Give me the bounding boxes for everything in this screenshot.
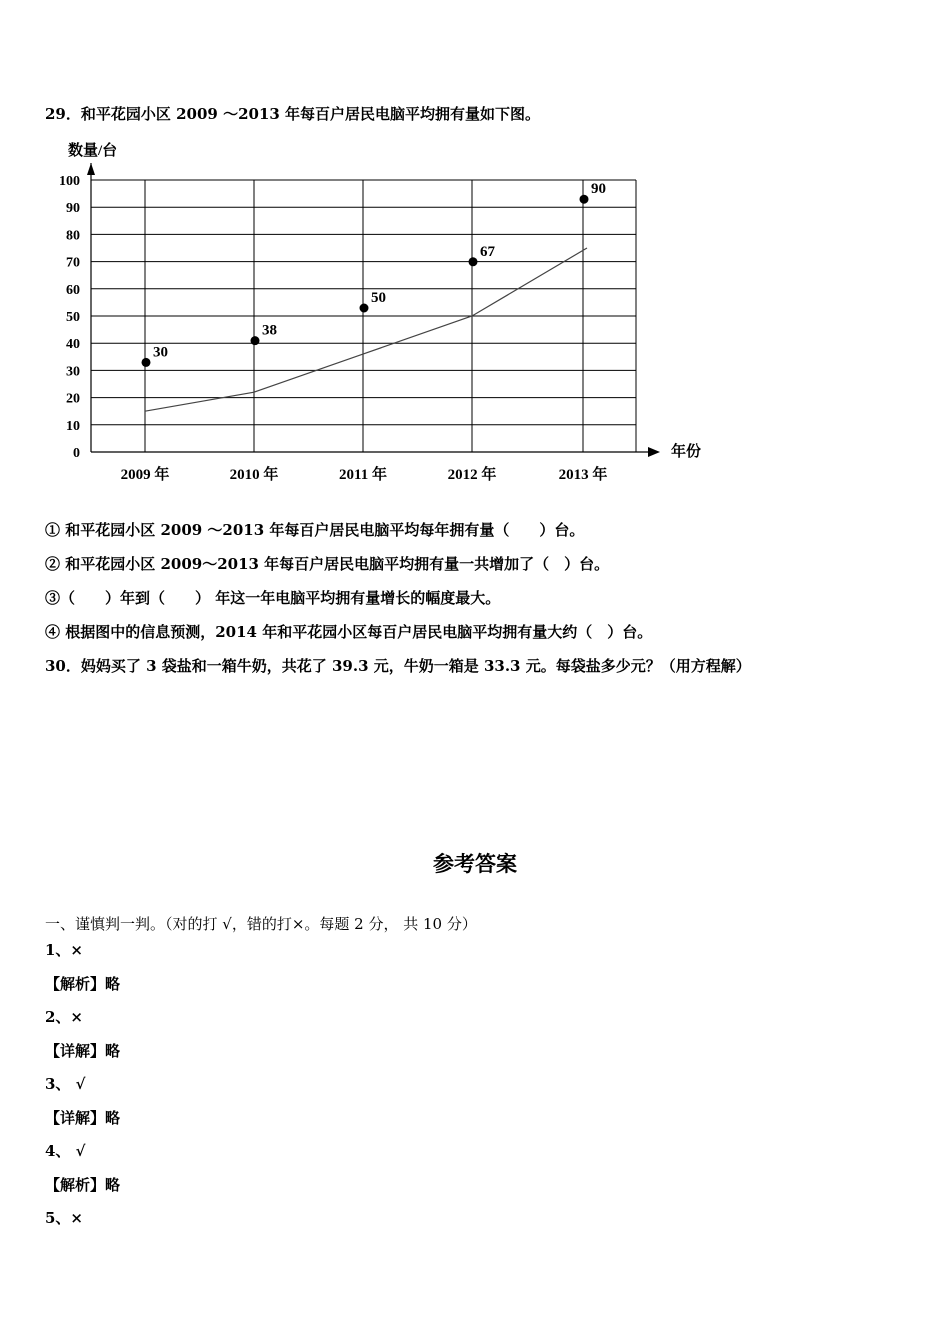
answer-3-num: 3、 √ xyxy=(45,1075,86,1093)
y-tick-label: 60 xyxy=(66,282,80,298)
y-tick-label: 100 xyxy=(59,174,80,189)
answer-3-label: 【详解】略 xyxy=(45,1109,121,1127)
answer-4-num: 4、 √ xyxy=(45,1142,86,1160)
data-point xyxy=(251,336,260,345)
y-tick-label: 20 xyxy=(66,391,80,407)
y-tick-label: 0 xyxy=(73,446,80,461)
x-tick-label: 2010 年 xyxy=(229,467,279,483)
q29-sub2: ② 和平花园小区 2009～2013 年每百户居民电脑平均拥有量一共增加了（ ）台。 xyxy=(45,555,610,573)
q29-sub3: ③（ ）年到（ ） 年这一年电脑平均拥有量增长的幅度最大。 xyxy=(45,589,501,607)
y-tick-label: 30 xyxy=(66,364,80,380)
q30-text: 30．妈妈买了 3 袋盐和一箱牛奶，共花了 39.3 元，牛奶一箱是 33.3 元。每袋盐多少元？（用方程解） xyxy=(45,657,751,675)
data-label: 50 xyxy=(371,290,386,306)
answer-1-label: 【解析】略 xyxy=(45,975,121,993)
data-label: 90 xyxy=(591,181,606,198)
x-axis-arrow xyxy=(648,447,660,457)
answer-1-num: 1、× xyxy=(45,941,84,959)
data-label: 38 xyxy=(262,322,277,339)
answer-2-label: 【详解】略 xyxy=(45,1042,121,1060)
q29-sub4: ④ 根据图中的信息预测，2014 年和平花园小区每百户居民电脑平均拥有量大约（ ）台。 xyxy=(45,623,653,641)
y-tick-labels xyxy=(59,174,80,461)
data-label: 30 xyxy=(153,344,168,361)
x-axis-title: 年份 xyxy=(671,444,702,460)
chart-grid xyxy=(91,180,636,452)
answer-2-num: 2、× xyxy=(45,1008,84,1026)
x-tick-label: 2009 年 xyxy=(120,467,170,483)
x-tick-labels xyxy=(121,465,608,483)
answer-4-label: 【解析】略 xyxy=(45,1176,121,1194)
data-label: 67 xyxy=(480,243,495,260)
x-tick-label: 2012 年 xyxy=(447,467,497,483)
y-tick-label: 70 xyxy=(66,255,80,271)
y-axis-arrow xyxy=(87,163,95,175)
y-tick-label: 10 xyxy=(66,418,80,434)
data-point xyxy=(580,195,589,204)
answers-section-title: 一、谨慎判一判。（对的打 √，错的打×。每题 2 分， 共 10 分） xyxy=(45,915,477,933)
x-tick-label: 2013 年 xyxy=(558,467,608,483)
x-tick-label: 2011 年 xyxy=(339,467,387,483)
answers-heading: 参考答案 xyxy=(433,851,517,876)
line-chart xyxy=(40,135,720,490)
y-axis-title: 数量/台 xyxy=(68,143,118,159)
y-tick-label: 80 xyxy=(66,228,80,244)
answer-5-num: 5、× xyxy=(45,1209,84,1227)
data-point xyxy=(360,304,369,313)
data-points xyxy=(142,181,607,367)
q29-sub1: ① 和平花园小区 2009 ～2013 年每百户居民电脑平均每年拥有量（ ）台。 xyxy=(45,521,585,539)
data-point xyxy=(142,358,151,367)
y-tick-label: 90 xyxy=(66,201,80,217)
y-tick-label: 40 xyxy=(66,337,80,353)
y-tick-label: 50 xyxy=(66,310,80,325)
q29-title: 29．和平花园小区 2009 ～2013 年每百户居民电脑平均拥有量如下图。 xyxy=(45,105,541,123)
trend-line xyxy=(145,248,587,411)
data-point xyxy=(469,257,478,266)
